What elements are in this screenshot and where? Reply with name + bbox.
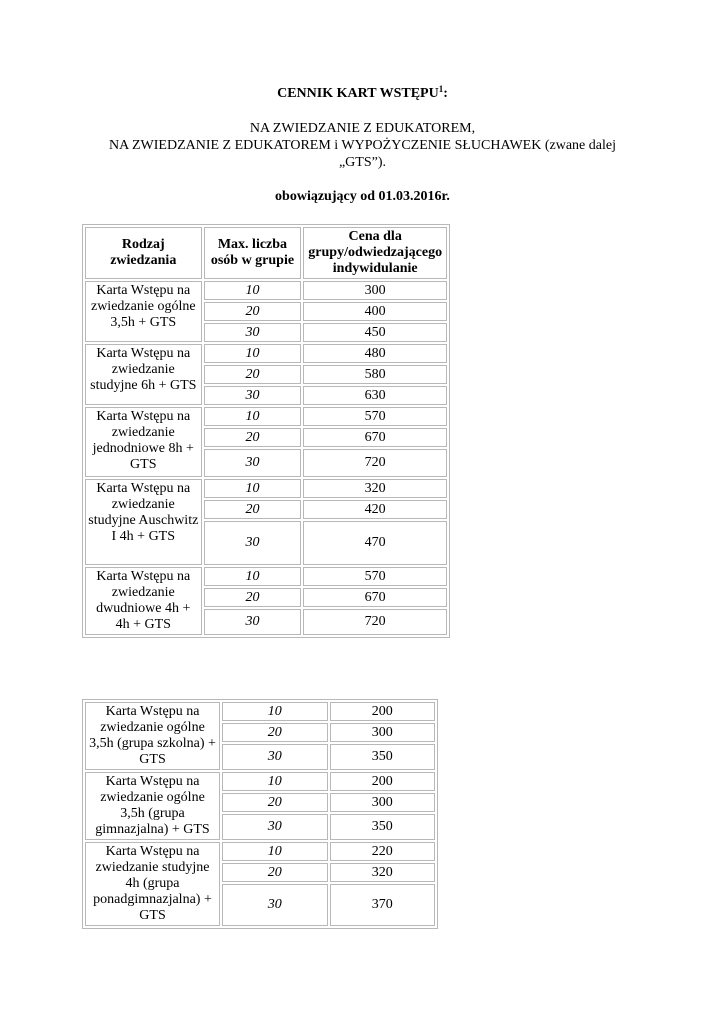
group-size-cell: 30 [204, 521, 302, 565]
group-size-cell: 10 [222, 772, 327, 791]
price-cell: 480 [303, 344, 447, 363]
group-size-cell: 30 [204, 323, 302, 342]
group-size-cell: 20 [204, 428, 302, 447]
price-cell: 720 [303, 449, 447, 477]
price-cell: 450 [303, 323, 447, 342]
price-cell: 200 [330, 772, 436, 791]
title-suffix: : [443, 86, 448, 101]
footnote-mark: 1 [438, 84, 444, 94]
group-size-cell: 30 [204, 386, 302, 405]
title-text: CENNIK KART WSTĘPU [277, 86, 439, 101]
price-cell: 720 [303, 609, 447, 635]
price-cell: 350 [330, 814, 436, 840]
col-header-max-group: Max. liczba osób w grupie [204, 227, 302, 279]
subtitle-line-1: NA ZWIEDZANIE Z EDUKATOREM, [249, 121, 476, 136]
price-cell: 670 [303, 428, 447, 447]
group-size-cell: 10 [222, 702, 327, 721]
group-size-cell: 10 [204, 479, 302, 498]
group-size-cell: 30 [222, 814, 327, 840]
group-size-cell: 10 [204, 344, 302, 363]
subtitle-line-2: NA ZWIEDZANIE Z EDUKATOREM i WYPOŻYCZENIE SŁUCHAWEK (zwane dalej [109, 138, 616, 153]
group-size-cell: 10 [204, 281, 302, 300]
ticket-type-label: Karta Wstępu na zwiedzanie dwudniowe 4h + 4h + GTS [85, 567, 202, 635]
group-size-cell: 20 [204, 365, 302, 384]
group-size-cell: 10 [204, 567, 302, 586]
ticket-type-label: Karta Wstępu na zwiedzanie ogólne 3,5h (grupa gimnazjalna) + GTS [85, 772, 220, 840]
price-cell: 200 [330, 702, 436, 721]
ticket-type-label: Karta Wstępu na zwiedzanie studyjne 4h (grupa ponadgimnazjalna) + GTS [85, 842, 220, 926]
price-cell: 220 [330, 842, 436, 861]
price-cell: 570 [303, 407, 447, 426]
group-size-cell: 20 [222, 723, 327, 742]
ticket-type-label: Karta Wstępu na zwiedzanie ogólne 3,5h + GTS [85, 281, 202, 342]
price-table-main [82, 224, 450, 638]
group-size-cell: 30 [204, 449, 302, 477]
price-cell: 300 [330, 793, 436, 812]
price-cell: 320 [303, 479, 447, 498]
subtitle-line-3: „GTS”). [338, 155, 387, 170]
group-size-cell: 20 [222, 863, 327, 882]
document-title [0, 86, 725, 102]
price-table-school [82, 699, 438, 929]
col-header-type: Rodzaj zwiedzania [85, 227, 202, 279]
price-cell: 350 [330, 744, 436, 770]
price-cell: 580 [303, 365, 447, 384]
group-size-cell: 10 [204, 407, 302, 426]
price-cell: 670 [303, 588, 447, 607]
ticket-type-label: Karta Wstępu na zwiedzanie studyjne Auschwitz I 4h + GTS [85, 479, 202, 565]
ticket-type-label: Karta Wstępu na zwiedzanie studyjne 6h + GTS [85, 344, 202, 405]
group-size-cell: 30 [204, 609, 302, 635]
group-size-cell: 20 [222, 793, 327, 812]
price-cell: 370 [330, 884, 436, 926]
price-cell: 630 [303, 386, 447, 405]
price-cell: 300 [330, 723, 436, 742]
group-size-cell: 10 [222, 842, 327, 861]
group-size-cell: 20 [204, 302, 302, 321]
ticket-type-label: Karta Wstępu na zwiedzanie ogólne 3,5h (grupa szkolna) + GTS [85, 702, 220, 770]
group-size-cell: 30 [222, 744, 327, 770]
price-cell: 300 [303, 281, 447, 300]
group-size-cell: 20 [204, 588, 302, 607]
price-cell: 320 [330, 863, 436, 882]
group-size-cell: 30 [222, 884, 327, 926]
valid-from: obowiązujący od 01.03.2016r. [275, 189, 450, 204]
price-cell: 570 [303, 567, 447, 586]
price-cell: 420 [303, 500, 447, 519]
subtitle [60, 120, 665, 171]
group-size-cell: 20 [204, 500, 302, 519]
price-cell: 470 [303, 521, 447, 565]
price-cell: 400 [303, 302, 447, 321]
ticket-type-label: Karta Wstępu na zwiedzanie jednodniowe 8h + GTS [85, 407, 202, 477]
col-header-price: Cena dla grupy/odwiedzającego indywidulanie [303, 227, 447, 279]
